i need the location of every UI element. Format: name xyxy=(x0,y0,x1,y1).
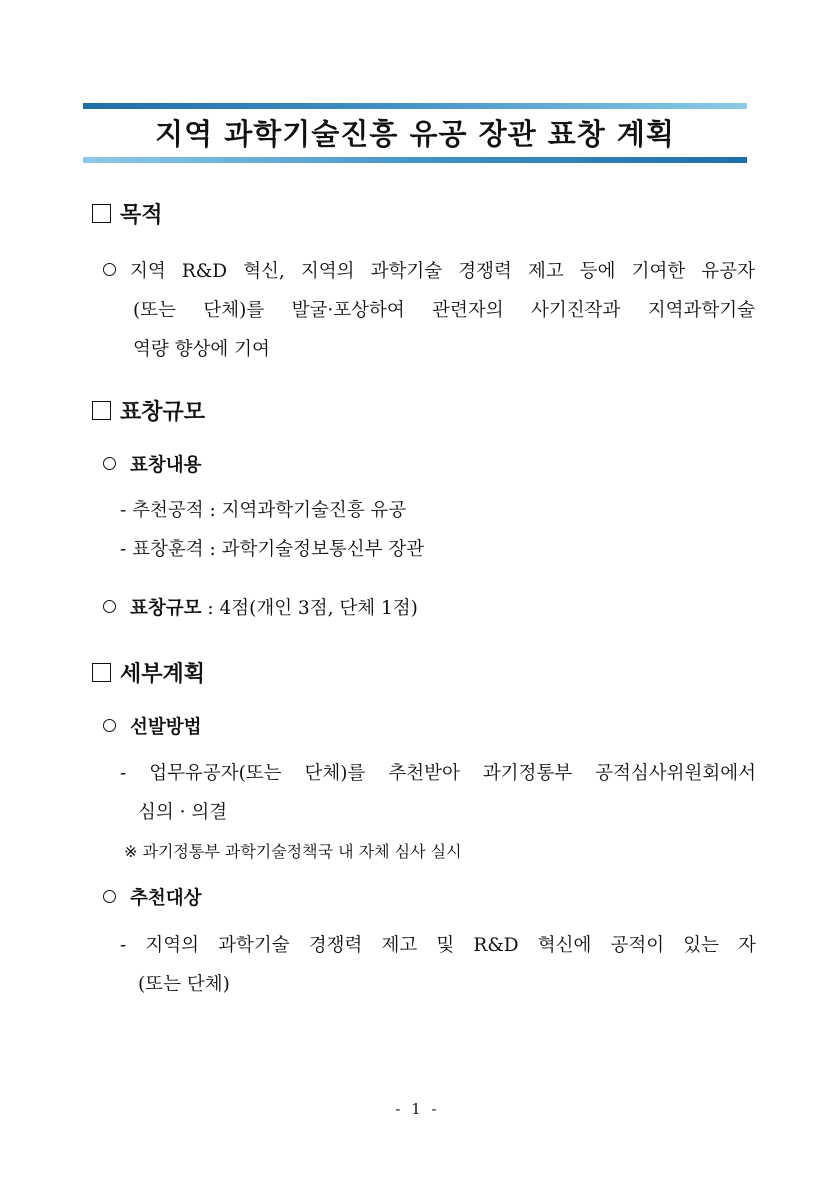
target-line-2: (또는 단체) xyxy=(138,974,230,995)
scale-value: : 4점(개인 3점, 단체 1점) xyxy=(201,598,418,619)
purpose-text: 역량 향상에 기여 xyxy=(133,339,270,360)
section-heading-purpose xyxy=(92,200,163,232)
circle-bullet-icon xyxy=(103,600,116,613)
scale-label: 표창규모 xyxy=(130,598,202,619)
circle-bullet-icon xyxy=(103,890,116,903)
purpose-paragraph xyxy=(103,252,755,369)
scale-row xyxy=(103,594,418,624)
page-title: 지역 과학기술진흥 유공 장관 표창 계획 xyxy=(155,117,675,151)
selection-line-2: 심의 · 의결 xyxy=(138,802,228,823)
content-items xyxy=(120,491,424,569)
selection-line-1: - 업무유공자(또는 단체)를 추천받아 과기정통부 공적심사위원회에서 xyxy=(120,763,756,784)
purpose-line-2 xyxy=(103,291,755,330)
target-line-1: - 지역의 과학기술 경쟁력 제고 및 R&D 혁신에 공적이 있는 자 xyxy=(120,935,756,956)
section-heading-scale xyxy=(92,397,205,429)
circle-bullet-icon xyxy=(103,457,116,470)
content-item: - 표창훈격 : 과학기술정보통신부 장관 xyxy=(120,539,425,560)
circle-bullet-icon xyxy=(103,719,116,732)
title-block xyxy=(83,103,747,163)
section-heading-text: 세부계획 xyxy=(120,662,206,687)
section-heading-text: 목적 xyxy=(120,203,163,228)
purpose-text: 지역 R&D 혁신, 지역의 과학기술 경쟁력 제고 등에 기여한 유공자 xyxy=(130,261,755,282)
section-heading-text: 표창규모 xyxy=(120,400,206,425)
content-title-row xyxy=(103,451,201,481)
purpose-line-3 xyxy=(103,330,755,369)
selection-note: ※ 과기정통부 과학기술정책국 내 자체 심사 실시 xyxy=(124,842,462,861)
content-title: 표창내용 xyxy=(130,455,202,476)
content-item: - 추천공적 : 지역과학기술진흥 유공 xyxy=(120,500,407,521)
purpose-text: (또는 단체)를 발굴·포상하여 관련자의 사기진작과 지역과학기술 xyxy=(133,300,755,321)
square-bullet-icon xyxy=(92,663,111,682)
target-title: 추천대상 xyxy=(130,888,202,909)
page-number: - 1 - xyxy=(395,1100,440,1118)
purpose-line-1 xyxy=(103,252,755,291)
selection-lines xyxy=(120,754,756,832)
circle-bullet-icon xyxy=(103,263,116,276)
title-bar-top xyxy=(83,103,747,109)
square-bullet-icon xyxy=(92,401,111,420)
title-bar-bottom xyxy=(83,157,747,163)
section-heading-plan xyxy=(92,659,205,691)
target-lines xyxy=(120,926,756,1004)
target-title-row xyxy=(103,884,201,914)
square-bullet-icon xyxy=(92,204,111,223)
selection-title-row xyxy=(103,713,201,743)
selection-title: 선발방법 xyxy=(130,717,202,738)
